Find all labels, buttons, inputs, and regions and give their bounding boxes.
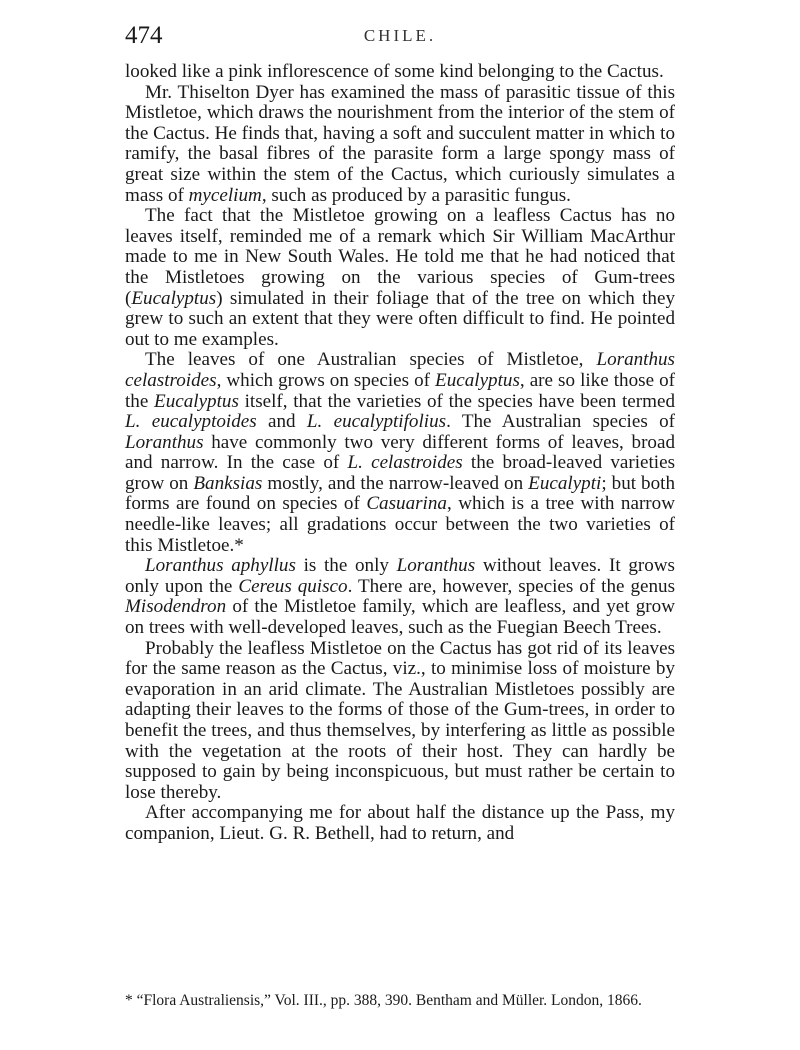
page-header [125, 22, 675, 56]
paragraph: The fact that the Mistletoe growing on a leafless Cactus has no leaves itself, reminded me of a remark which Sir William MacArthur made to me in New South Wales. He told me that he had noticed that the Mistletoes growing on the various species of Gum-trees (Eucalyptus) simulated in their foliage that of the tree on which they grew to such an extent that they were often difficult to find. He pointed out to me examples. [125, 205, 675, 350]
footnote-text: * “Flora Australiensis,” Vol. III., pp. 388, 390. Bentham and Müller. London, 1866. [125, 992, 642, 1009]
paragraph: Loranthus aphyllus is the only Loranthus without leaves. It grows only upon the Cereus quisco. There are, however, species of the genus Misodendron of the Mistletoe family, which are leafless, and yet grow on trees with well-developed leaves, such as the Fuegian Beech Trees. [125, 555, 675, 639]
paragraph: Probably the leafless Mistletoe on the Cactus has got rid of its leaves for the same reason as the Cactus, viz., to minimise loss of moisture by evaporation in an arid climate. The Australian Mistletoes possibly are adapting their leaves to the forms of those of the Gum-trees, in order to benefit the trees, and thus themselves, by interfering as little as possible with the vegetation at the roots of their host. They can hardly be supposed to gain by being inconspicuous, but must rather be certain to lose thereby. [125, 637, 675, 803]
footnote [125, 992, 675, 1010]
paragraph: The leaves of one Australian species of Mistletoe, Loranthus celastroides, which grows on species of Eucalyptus, are so like those of the Eucalyptus itself, that the varieties of the species have been termed L. eucalyptoides and L. eucalyptifolius. The Australian species of Loranthus have commonly two very different forms of leaves, broad and narrow. In the case of L. celastroides the broad-leaved varieties grow on Banksias mostly, and the narrow-leaved on Eucalypti; but both forms are found on species of Casuarina, which is a tree with narrow needle-like leaves; all gradations occur between the two varieties of this Mistletoe.* [125, 349, 676, 556]
body-text [125, 62, 675, 845]
paragraph: Mr. Thiselton Dyer has examined the mass of parasitic tissue of this Mistletoe, which draws the nourishment from the interior of the stem of the Cactus. He finds that, having a soft and succulent matter in which to ramify, the basal fibres of the parasite form a large spongy mass of great size within the stem of the Cactus, which curiously simulates a mass of mycelium, such as produced by a parasitic fungus. [125, 81, 675, 206]
paragraph: looked like a pink inflorescence of some kind belonging to the Cactus. [125, 61, 664, 82]
running-title: CHILE. [363, 26, 437, 45]
paragraph: After accompanying me for about half the distance up the Pass, my companion, Lieut. G. R. Bethell, had to return, and [125, 802, 675, 844]
page-number: 474 [125, 22, 163, 49]
